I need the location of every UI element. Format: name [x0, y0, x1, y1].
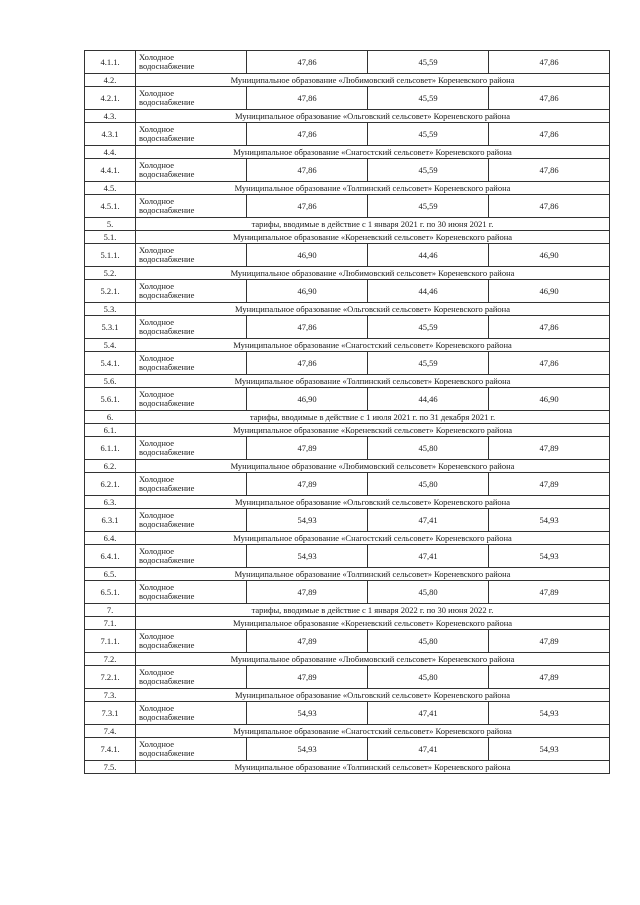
service-name-line-1: Холодное [139, 474, 174, 484]
tariff-row [85, 581, 610, 604]
tariff-value-3-cell: 47,86 [489, 352, 610, 375]
row-number-cell: 4.1.1. [85, 51, 136, 74]
tariff-row [85, 388, 610, 411]
tariff-value-3-cell: 47,89 [489, 581, 610, 604]
tariff-row [85, 545, 610, 568]
tariff-row [85, 87, 610, 110]
service-name-line-1: Холодное [139, 510, 174, 520]
row-number-cell: 4.3.1 [85, 123, 136, 146]
row-number-cell: 5.3.1 [85, 316, 136, 339]
row-number-cell: 7.5. [85, 761, 136, 774]
row-number-cell: 4.2. [85, 74, 136, 87]
tariff-value-3-cell: 47,89 [489, 666, 610, 689]
service-name-line-1: Холодное [139, 88, 174, 98]
tariff-row [85, 352, 610, 375]
section-title-cell: Муниципальное образование «Снагостский сельсовет» Кореневского района [136, 339, 610, 352]
service-name-line-1: Холодное [139, 438, 174, 448]
row-number-cell: 6.4. [85, 532, 136, 545]
row-number-cell: 7.2. [85, 653, 136, 666]
section-title-cell: Муниципальное образование «Ольговский сельсовет» Кореневского района [136, 303, 610, 316]
tariff-value-1-cell: 47,86 [247, 87, 368, 110]
service-name-line-2: водоснабжение [139, 61, 195, 71]
service-name-cell [136, 51, 247, 74]
row-number-cell: 6.3. [85, 496, 136, 509]
row-number-cell: 4.3. [85, 110, 136, 123]
service-name-line-2: водоснабжение [139, 326, 195, 336]
row-number-cell: 6.5.1. [85, 581, 136, 604]
section-header-row [85, 604, 610, 617]
row-number-cell: 6.1.1. [85, 437, 136, 460]
section-title-cell: тарифы, вводимые в действие с 1 июля 2021 г. по 31 декабря 2021 г. [136, 411, 610, 424]
row-number-cell: 7.2.1. [85, 666, 136, 689]
service-name-line-1: Холодное [139, 546, 174, 556]
section-header-row [85, 231, 610, 244]
row-number-cell: 5.3. [85, 303, 136, 316]
section-title-cell: Муниципальное образование «Любимовский сельсовет» Кореневского района [136, 74, 610, 87]
row-number-cell: 5.4.1. [85, 352, 136, 375]
row-number-cell: 6.1. [85, 424, 136, 437]
tariff-value-2-cell: 45,59 [368, 51, 489, 74]
section-title-cell: Муниципальное образование «Любимовский сельсовет» Кореневского района [136, 653, 610, 666]
service-name-cell [136, 87, 247, 110]
service-name-cell [136, 545, 247, 568]
service-name-line-1: Холодное [139, 667, 174, 677]
service-name-cell [136, 630, 247, 653]
tariff-value-1-cell: 47,86 [247, 195, 368, 218]
tariff-row [85, 316, 610, 339]
section-header-row [85, 725, 610, 738]
tariff-value-3-cell: 47,89 [489, 630, 610, 653]
section-header-row [85, 761, 610, 774]
tariff-row [85, 738, 610, 761]
tariff-value-3-cell: 47,86 [489, 316, 610, 339]
tariff-row [85, 666, 610, 689]
section-title-cell: Муниципальное образование «Ольговский сельсовет» Кореневского района [136, 496, 610, 509]
tariff-row [85, 280, 610, 303]
section-header-row [85, 303, 610, 316]
service-name-line-1: Холодное [139, 317, 174, 327]
row-number-cell: 5.4. [85, 339, 136, 352]
service-name-line-2: водоснабжение [139, 290, 195, 300]
section-header-row [85, 182, 610, 195]
tariff-value-2-cell: 45,59 [368, 352, 489, 375]
service-name-cell [136, 581, 247, 604]
row-number-cell: 4.4.1. [85, 159, 136, 182]
section-title-cell: Муниципальное образование «Любимовский сельсовет» Кореневского района [136, 267, 610, 280]
section-title-cell: тарифы, вводимые в действие с 1 января 2021 г. по 30 июня 2021 г. [136, 218, 610, 231]
service-name-line-2: водоснабжение [139, 748, 195, 758]
section-title-cell: Муниципальное образование «Снагостский сельсовет» Кореневского района [136, 146, 610, 159]
service-name-line-1: Холодное [139, 160, 174, 170]
section-header-row [85, 375, 610, 388]
service-name-line-1: Холодное [139, 739, 174, 749]
section-title-cell: Муниципальное образование «Толпинский сельсовет» Кореневского района [136, 182, 610, 195]
service-name-line-2: водоснабжение [139, 676, 195, 686]
row-number-cell: 4.5.1. [85, 195, 136, 218]
service-name-cell [136, 388, 247, 411]
section-header-row [85, 110, 610, 123]
row-number-cell: 5.2. [85, 267, 136, 280]
tariff-value-1-cell: 46,90 [247, 244, 368, 267]
tariff-value-1-cell: 47,86 [247, 123, 368, 146]
tariff-value-1-cell: 47,89 [247, 630, 368, 653]
tariff-value-3-cell: 47,89 [489, 437, 610, 460]
tariff-row [85, 630, 610, 653]
tariff-row [85, 244, 610, 267]
row-number-cell: 6.4.1. [85, 545, 136, 568]
tariff-value-3-cell: 47,89 [489, 473, 610, 496]
row-number-cell: 5.6. [85, 375, 136, 388]
service-name-line-2: водоснабжение [139, 205, 195, 215]
service-name-line-2: водоснабжение [139, 555, 195, 565]
section-header-row [85, 424, 610, 437]
tariff-value-2-cell: 45,59 [368, 123, 489, 146]
section-title-cell: Муниципальное образование «Снагостский сельсовет» Кореневского района [136, 725, 610, 738]
section-header-row [85, 339, 610, 352]
service-name-cell [136, 123, 247, 146]
tariff-value-1-cell: 47,89 [247, 666, 368, 689]
row-number-cell: 5.1.1. [85, 244, 136, 267]
tariff-row [85, 702, 610, 725]
service-name-cell [136, 195, 247, 218]
service-name-line-2: водоснабжение [139, 712, 195, 722]
section-title-cell: Муниципальное образование «Кореневский сельсовет» Кореневского района [136, 231, 610, 244]
tariff-value-1-cell: 54,93 [247, 702, 368, 725]
row-number-cell: 6. [85, 411, 136, 424]
tariff-value-3-cell: 47,86 [489, 87, 610, 110]
service-name-line-1: Холодное [139, 52, 174, 62]
tariff-value-2-cell: 45,59 [368, 159, 489, 182]
tariff-row [85, 437, 610, 460]
tariff-value-1-cell: 54,93 [247, 738, 368, 761]
tariff-value-1-cell: 54,93 [247, 509, 368, 532]
service-name-line-2: водоснабжение [139, 133, 195, 143]
service-name-line-1: Холодное [139, 281, 174, 291]
service-name-cell [136, 702, 247, 725]
tariff-value-3-cell: 47,86 [489, 159, 610, 182]
tariff-value-3-cell: 47,86 [489, 123, 610, 146]
service-name-line-1: Холодное [139, 703, 174, 713]
section-title-cell: тарифы, вводимые в действие с 1 января 2022 г. по 30 июня 2022 г. [136, 604, 610, 617]
service-name-line-2: водоснабжение [139, 519, 195, 529]
service-name-line-2: водоснабжение [139, 254, 195, 264]
service-name-line-1: Холодное [139, 245, 174, 255]
service-name-cell [136, 473, 247, 496]
tariff-value-1-cell: 47,86 [247, 159, 368, 182]
tariff-value-2-cell: 45,80 [368, 666, 489, 689]
tariff-value-3-cell: 47,86 [489, 51, 610, 74]
row-number-cell: 6.2. [85, 460, 136, 473]
section-title-cell: Муниципальное образование «Любимовский сельсовет» Кореневского района [136, 460, 610, 473]
service-name-line-1: Холодное [139, 124, 174, 134]
row-number-cell: 7.1.1. [85, 630, 136, 653]
tariff-row [85, 473, 610, 496]
row-number-cell: 4.2.1. [85, 87, 136, 110]
section-header-row [85, 411, 610, 424]
service-name-line-2: водоснабжение [139, 447, 195, 457]
service-name-line-2: водоснабжение [139, 97, 195, 107]
tariff-value-2-cell: 45,80 [368, 437, 489, 460]
service-name-line-1: Холодное [139, 582, 174, 592]
service-name-cell [136, 666, 247, 689]
service-name-line-2: водоснабжение [139, 591, 195, 601]
section-title-cell: Муниципальное образование «Ольговский сельсовет» Кореневского района [136, 689, 610, 702]
tariff-value-3-cell: 54,93 [489, 702, 610, 725]
tariff-value-2-cell: 45,80 [368, 630, 489, 653]
row-number-cell: 7.3.1 [85, 702, 136, 725]
row-number-cell: 6.5. [85, 568, 136, 581]
row-number-cell: 5.6.1. [85, 388, 136, 411]
tariff-value-2-cell: 45,80 [368, 473, 489, 496]
tariff-row [85, 123, 610, 146]
tariff-value-3-cell: 54,93 [489, 738, 610, 761]
section-title-cell: Муниципальное образование «Ольговский сельсовет» Кореневского района [136, 110, 610, 123]
tariff-value-3-cell: 54,93 [489, 509, 610, 532]
section-header-row [85, 218, 610, 231]
service-name-line-1: Холодное [139, 353, 174, 363]
section-header-row [85, 74, 610, 87]
row-number-cell: 7.3. [85, 689, 136, 702]
service-name-line-1: Холодное [139, 389, 174, 399]
section-title-cell: Муниципальное образование «Кореневский сельсовет» Кореневского района [136, 617, 610, 630]
service-name-line-2: водоснабжение [139, 640, 195, 650]
service-name-cell [136, 352, 247, 375]
tariff-value-1-cell: 47,86 [247, 51, 368, 74]
service-name-cell [136, 738, 247, 761]
section-header-row [85, 689, 610, 702]
section-title-cell: Муниципальное образование «Снагостский сельсовет» Кореневского района [136, 532, 610, 545]
service-name-cell [136, 159, 247, 182]
tariff-value-2-cell: 45,59 [368, 195, 489, 218]
tariff-value-2-cell: 47,41 [368, 738, 489, 761]
section-title-cell: Муниципальное образование «Толпинский сельсовет» Кореневского района [136, 568, 610, 581]
tariff-value-1-cell: 47,89 [247, 437, 368, 460]
tariff-value-2-cell: 45,59 [368, 316, 489, 339]
section-title-cell: Муниципальное образование «Толпинский сельсовет» Кореневского района [136, 761, 610, 774]
service-name-line-2: водоснабжение [139, 362, 195, 372]
row-number-cell: 6.2.1. [85, 473, 136, 496]
service-name-line-1: Холодное [139, 196, 174, 206]
service-name-line-2: водоснабжение [139, 169, 195, 179]
service-name-line-2: водоснабжение [139, 483, 195, 493]
tariff-value-2-cell: 44,46 [368, 280, 489, 303]
section-header-row [85, 532, 610, 545]
tariff-value-3-cell: 47,86 [489, 195, 610, 218]
tariff-value-1-cell: 47,89 [247, 473, 368, 496]
row-number-cell: 7.4.1. [85, 738, 136, 761]
row-number-cell: 7.1. [85, 617, 136, 630]
tariff-value-2-cell: 45,59 [368, 87, 489, 110]
service-name-line-2: водоснабжение [139, 398, 195, 408]
tariff-value-1-cell: 47,86 [247, 316, 368, 339]
section-header-row [85, 568, 610, 581]
tariff-value-2-cell: 44,46 [368, 388, 489, 411]
tariff-row [85, 159, 610, 182]
service-name-line-1: Холодное [139, 631, 174, 641]
section-header-row [85, 146, 610, 159]
tariff-value-2-cell: 47,41 [368, 545, 489, 568]
tariff-row [85, 195, 610, 218]
row-number-cell: 4.5. [85, 182, 136, 195]
tariff-row [85, 509, 610, 532]
tariff-value-1-cell: 46,90 [247, 280, 368, 303]
section-header-row [85, 267, 610, 280]
section-header-row [85, 496, 610, 509]
row-number-cell: 7.4. [85, 725, 136, 738]
tariff-value-3-cell: 46,90 [489, 388, 610, 411]
service-name-cell [136, 437, 247, 460]
row-number-cell: 5. [85, 218, 136, 231]
section-header-row [85, 460, 610, 473]
tariff-value-2-cell: 47,41 [368, 702, 489, 725]
row-number-cell: 4.4. [85, 146, 136, 159]
row-number-cell: 7. [85, 604, 136, 617]
service-name-cell [136, 280, 247, 303]
tariff-value-3-cell: 46,90 [489, 244, 610, 267]
row-number-cell: 6.3.1 [85, 509, 136, 532]
tariff-value-2-cell: 44,46 [368, 244, 489, 267]
service-name-cell [136, 509, 247, 532]
section-title-cell: Муниципальное образование «Кореневский сельсовет» Кореневского района [136, 424, 610, 437]
tariff-value-2-cell: 47,41 [368, 509, 489, 532]
tariff-table [84, 50, 610, 774]
section-header-row [85, 617, 610, 630]
tariff-value-3-cell: 46,90 [489, 280, 610, 303]
tariff-table-body [85, 51, 610, 774]
section-title-cell: Муниципальное образование «Толпинский сельсовет» Кореневского района [136, 375, 610, 388]
tariff-value-3-cell: 54,93 [489, 545, 610, 568]
section-header-row [85, 653, 610, 666]
service-name-cell [136, 244, 247, 267]
row-number-cell: 5.1. [85, 231, 136, 244]
row-number-cell: 5.2.1. [85, 280, 136, 303]
tariff-row [85, 51, 610, 74]
service-name-cell [136, 316, 247, 339]
tariff-value-1-cell: 47,86 [247, 352, 368, 375]
tariff-value-2-cell: 45,80 [368, 581, 489, 604]
tariff-value-1-cell: 54,93 [247, 545, 368, 568]
tariff-value-1-cell: 47,89 [247, 581, 368, 604]
tariff-value-1-cell: 46,90 [247, 388, 368, 411]
